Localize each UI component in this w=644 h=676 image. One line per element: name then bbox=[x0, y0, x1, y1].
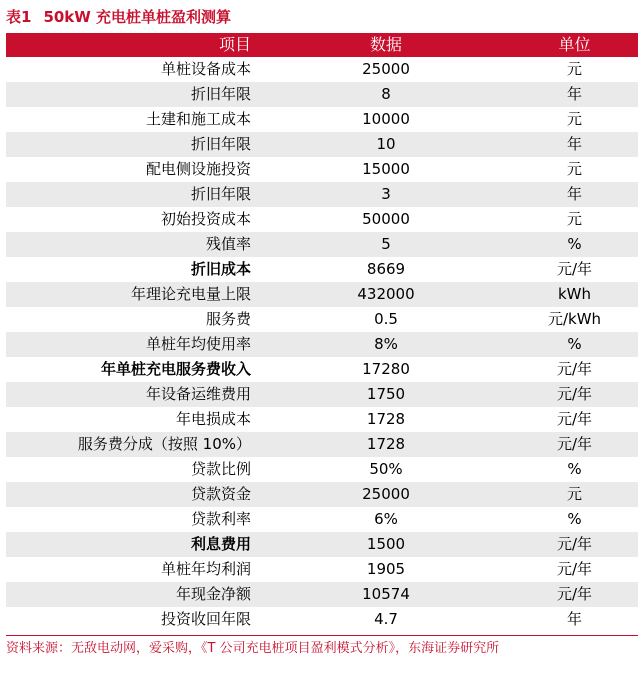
item-cell: 单桩年均使用率 bbox=[6, 332, 261, 357]
table-title bbox=[6, 6, 231, 28]
data-cell: 10000 bbox=[261, 107, 511, 132]
data-cell: 10 bbox=[261, 132, 511, 157]
data-cell: 6% bbox=[261, 507, 511, 532]
table-row bbox=[6, 432, 638, 457]
data-cell: 1905 bbox=[261, 557, 511, 582]
table-row bbox=[6, 207, 638, 232]
profit-table bbox=[6, 33, 638, 632]
data-cell: 25000 bbox=[261, 482, 511, 507]
table-row bbox=[6, 157, 638, 182]
unit-cell: % bbox=[511, 332, 638, 357]
data-cell: 10574 bbox=[261, 582, 511, 607]
item-cell: 土建和施工成本 bbox=[6, 107, 261, 132]
source-note: 资料来源：无敌电动网，爱采购，《T 公司充电桩项目盈利模式分析》，东海证券研究所 bbox=[6, 641, 500, 656]
unit-cell: 元/kWh bbox=[511, 307, 638, 332]
unit-cell: 元 bbox=[511, 107, 638, 132]
table-row bbox=[6, 132, 638, 157]
header-item: 项目 bbox=[6, 33, 261, 57]
item-cell: 贷款资金 bbox=[6, 482, 261, 507]
table-row bbox=[6, 282, 638, 307]
item-cell: 折旧年限 bbox=[6, 82, 261, 107]
data-cell: 8% bbox=[261, 332, 511, 357]
unit-cell: 元/年 bbox=[511, 257, 638, 282]
item-cell: 投资收回年限 bbox=[6, 607, 261, 632]
item-cell: 折旧年限 bbox=[6, 132, 261, 157]
item-cell: 贷款比例 bbox=[6, 457, 261, 482]
data-cell: 8 bbox=[261, 82, 511, 107]
item-cell: 年单桩充电服务费收入 bbox=[6, 357, 261, 382]
header-data: 数据 bbox=[261, 33, 511, 57]
item-cell: 初始投资成本 bbox=[6, 207, 261, 232]
data-cell: 25000 bbox=[261, 57, 511, 82]
data-cell: 5 bbox=[261, 232, 511, 257]
unit-cell: 年 bbox=[511, 132, 638, 157]
item-cell: 贷款利率 bbox=[6, 507, 261, 532]
unit-cell: 元 bbox=[511, 57, 638, 82]
table-body bbox=[6, 57, 638, 632]
header-unit: 单位 bbox=[511, 33, 638, 57]
unit-cell: 年 bbox=[511, 182, 638, 207]
unit-cell: 元/年 bbox=[511, 357, 638, 382]
table-row bbox=[6, 382, 638, 407]
item-cell: 配电侧设施投资 bbox=[6, 157, 261, 182]
unit-cell: 元/年 bbox=[511, 582, 638, 607]
data-cell: 0.5 bbox=[261, 307, 511, 332]
unit-cell: 年 bbox=[511, 82, 638, 107]
unit-cell: % bbox=[511, 507, 638, 532]
unit-cell: 元 bbox=[511, 482, 638, 507]
unit-cell: 元 bbox=[511, 207, 638, 232]
table-row bbox=[6, 357, 638, 382]
unit-cell: 元/年 bbox=[511, 382, 638, 407]
table-row bbox=[6, 332, 638, 357]
table-number: 表1 bbox=[6, 8, 32, 26]
item-cell: 年设备运维费用 bbox=[6, 382, 261, 407]
data-cell: 1500 bbox=[261, 532, 511, 557]
item-cell: 年电损成本 bbox=[6, 407, 261, 432]
unit-cell: % bbox=[511, 232, 638, 257]
table-row bbox=[6, 257, 638, 282]
data-cell: 3 bbox=[261, 182, 511, 207]
table-row bbox=[6, 232, 638, 257]
table-row bbox=[6, 582, 638, 607]
table-row bbox=[6, 82, 638, 107]
item-cell: 单桩设备成本 bbox=[6, 57, 261, 82]
data-cell: 50000 bbox=[261, 207, 511, 232]
table-row bbox=[6, 407, 638, 432]
footer-divider bbox=[6, 635, 638, 636]
table-row bbox=[6, 532, 638, 557]
table-row bbox=[6, 182, 638, 207]
item-cell: 残值率 bbox=[6, 232, 261, 257]
unit-cell: 元/年 bbox=[511, 432, 638, 457]
item-cell: 年现金净额 bbox=[6, 582, 261, 607]
table-row bbox=[6, 57, 638, 82]
item-cell: 利息费用 bbox=[6, 532, 261, 557]
item-cell: 单桩年均利润 bbox=[6, 557, 261, 582]
data-cell: 432000 bbox=[261, 282, 511, 307]
data-cell: 50% bbox=[261, 457, 511, 482]
unit-cell: 元 bbox=[511, 157, 638, 182]
unit-cell: 年 bbox=[511, 607, 638, 632]
item-cell: 折旧年限 bbox=[6, 182, 261, 207]
table-row bbox=[6, 107, 638, 132]
data-cell: 8669 bbox=[261, 257, 511, 282]
data-cell: 1728 bbox=[261, 432, 511, 457]
table-row bbox=[6, 507, 638, 532]
data-cell: 15000 bbox=[261, 157, 511, 182]
table-row bbox=[6, 482, 638, 507]
table-row bbox=[6, 457, 638, 482]
unit-cell: % bbox=[511, 457, 638, 482]
item-cell: 年理论充电量上限 bbox=[6, 282, 261, 307]
table-row bbox=[6, 307, 638, 332]
data-cell: 1750 bbox=[261, 382, 511, 407]
table-caption: 50kW 充电桩单桩盈利测算 bbox=[43, 8, 232, 26]
item-cell: 服务费 bbox=[6, 307, 261, 332]
data-cell: 1728 bbox=[261, 407, 511, 432]
unit-cell: 元/年 bbox=[511, 532, 638, 557]
table-row bbox=[6, 607, 638, 632]
item-cell: 折旧成本 bbox=[6, 257, 261, 282]
item-cell: 服务费分成（按照 10%） bbox=[6, 432, 261, 457]
data-cell: 17280 bbox=[261, 357, 511, 382]
unit-cell: kWh bbox=[511, 282, 638, 307]
unit-cell: 元/年 bbox=[511, 557, 638, 582]
data-cell: 4.7 bbox=[261, 607, 511, 632]
table-header-row bbox=[6, 33, 638, 57]
table-row bbox=[6, 557, 638, 582]
unit-cell: 元/年 bbox=[511, 407, 638, 432]
